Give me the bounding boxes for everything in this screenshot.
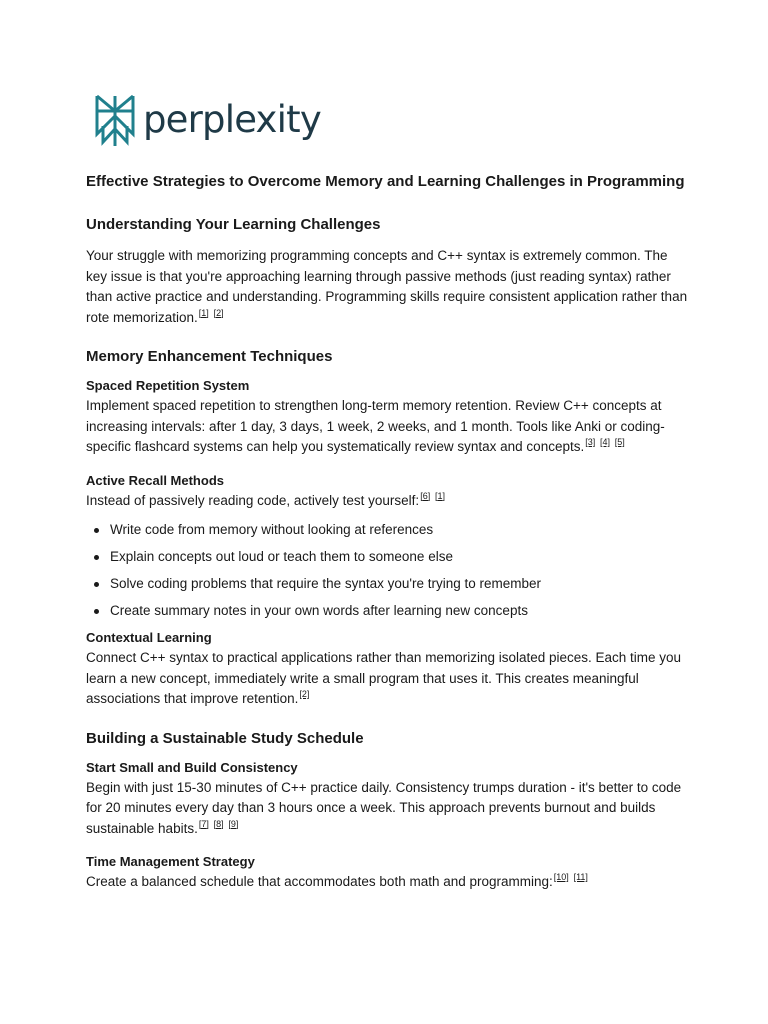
- subheading-time-management: Time Management Strategy: [86, 854, 255, 869]
- paragraph-time-management: Create a balanced schedule that accommodates both math and programming:[10] [11]: [86, 872, 588, 889]
- citation-link[interactable]: [10]: [553, 872, 569, 882]
- perplexity-logo: [94, 94, 321, 148]
- subheading-contextual-learning: Contextual Learning: [86, 630, 212, 645]
- perplexity-logo-icon: [94, 94, 136, 148]
- citation-link[interactable]: [1]: [434, 490, 445, 501]
- citation-link[interactable]: [9]: [228, 818, 239, 829]
- citation-link[interactable]: [2]: [299, 689, 310, 699]
- list-item: Write code from memory without looking at references: [110, 520, 688, 540]
- citation-link[interactable]: [2]: [213, 307, 224, 318]
- subheading-start-small: Start Small and Build Consistency: [86, 759, 298, 775]
- document-content: [86, 170, 688, 893]
- section-heading-memory: Memory Enhancement Techniques: [86, 348, 333, 365]
- citation-link[interactable]: [11]: [573, 872, 588, 882]
- list-item: Solve coding problems that require the syntax you're trying to remember: [110, 574, 688, 594]
- paragraph-spaced-repetition: Implement spaced repetition to strengthen long-term memory retention. Review C++ concepts at increasing intervals: after 1 day, 3 days, 1 week, 2 weeks, and 1 month. Tools like Anki or coding-specific flashcard systems can help you systematically review syntax and concepts.[3] [4] [5]: [86, 398, 665, 454]
- paragraph-contextual-learning: Connect C++ syntax to practical applications rather than memorizing isolated pieces. Each time you learn a new concept, immediately write a small program that uses it. This creates meaningful associations that improve retention.[2]: [86, 650, 682, 706]
- citation-link[interactable]: [3]: [585, 437, 596, 447]
- logo-wordmark: perplexity: [143, 97, 321, 141]
- active-recall-list: [86, 520, 688, 621]
- paragraph-start-small: Begin with just 15-30 minutes of C++ practice daily. Consistency trumps duration - it's better to code for 20 minutes every day than 3 hours once a week. This approach prevents burnout and builds sustainable habits.[7] [8] [9]: [86, 779, 682, 836]
- citation-link[interactable]: [6]: [420, 490, 431, 501]
- citation-link[interactable]: [5]: [614, 437, 625, 447]
- paragraph-active-recall: Instead of passively reading code, actively test yourself:[6] [1]: [86, 490, 445, 508]
- list-item: Create summary notes in your own words after learning new concepts: [110, 601, 688, 621]
- list-item: Explain concepts out loud or teach them to someone else: [110, 547, 688, 567]
- document-title: Effective Strategies to Overcome Memory and Learning Challenges in Programming: [86, 173, 685, 190]
- section-paragraph-understanding: Your struggle with memorizing programming concepts and C++ syntax is extremely common. The key issue is that you're approaching learning through passive methods (just reading syntax) rather than active practice and understanding. Programming skills require consistent application rather than rote memorization.[1] [2]: [86, 248, 688, 325]
- subheading-spaced-repetition: Spaced Repetition System: [86, 378, 250, 393]
- section-heading-understanding: Understanding Your Learning Challenges: [86, 216, 381, 233]
- subheading-active-recall: Active Recall Methods: [86, 472, 224, 488]
- citation-link[interactable]: [7]: [198, 818, 209, 829]
- citation-link[interactable]: [8]: [213, 818, 224, 829]
- citation-link[interactable]: [4]: [600, 437, 611, 447]
- section-heading-schedule: Building a Sustainable Study Schedule: [86, 729, 364, 747]
- citation-link[interactable]: [1]: [198, 307, 209, 318]
